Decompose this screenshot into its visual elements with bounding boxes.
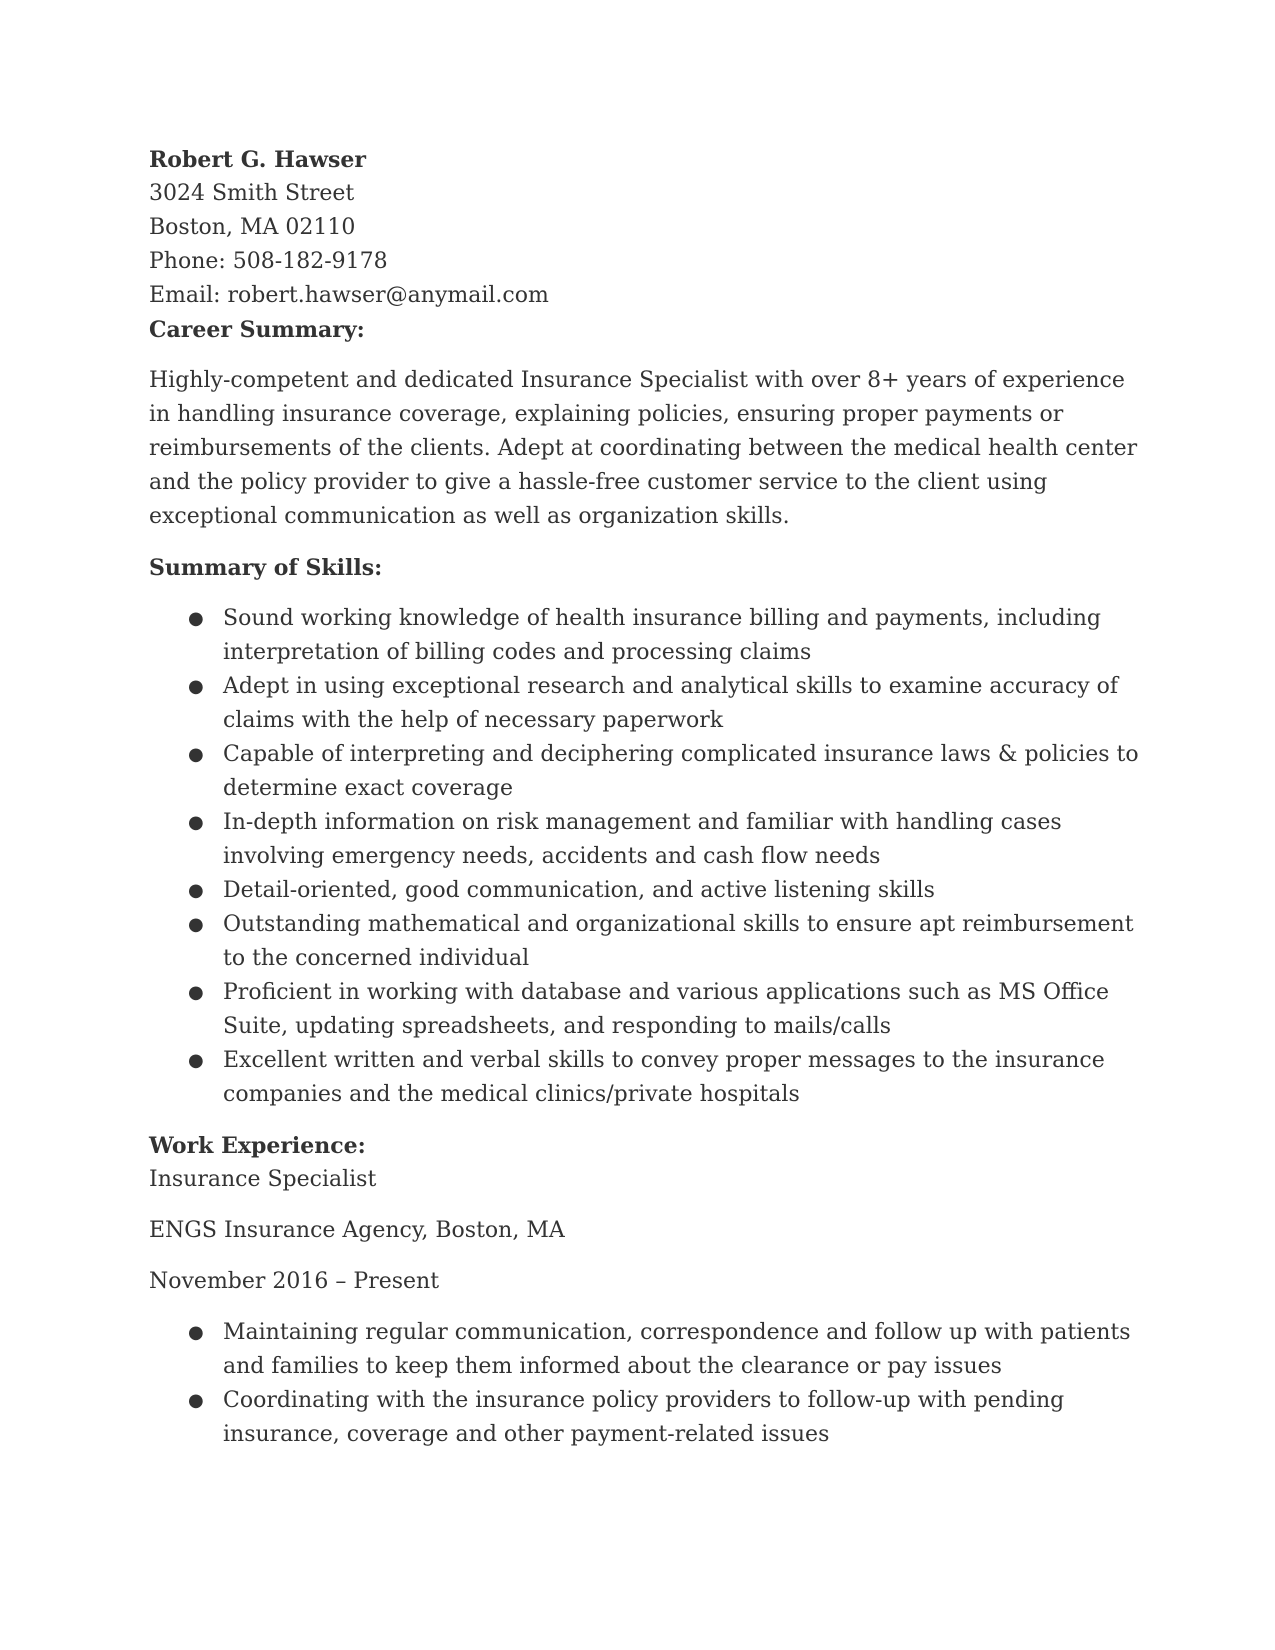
phone-number: Phone: 508-182-9178 <box>149 249 388 274</box>
work-experience-section <box>149 1129 1134 1452</box>
list-item-text: to the concerned individual <box>223 946 530 971</box>
career-summary-heading: Career Summary: <box>149 317 365 343</box>
list-item-text: companies and the medical clinics/private hospitals <box>223 1082 800 1107</box>
bullet-icon: ● <box>188 608 204 629</box>
list-item-text: Suite, updating spreadsheets, and responding to mails/calls <box>223 1014 892 1039</box>
email-address: Email: robert.hawser@anymail.com <box>149 283 549 308</box>
skill-item <box>149 1044 1134 1112</box>
list-item-text: Maintaining regular communication, correspondence and follow up with patients <box>223 1320 1131 1345</box>
list-item-text: Adept in using exceptional research and analytical skills to examine accuracy of <box>223 674 1119 699</box>
bullet-icon: ● <box>188 914 204 935</box>
career-summary-paragraph <box>149 364 1138 534</box>
skill-item <box>149 874 1134 908</box>
summary-line: Highly-competent and dedicated Insurance Specialist with over 8+ years of experience <box>149 368 1125 393</box>
bullet-icon: ● <box>188 812 204 833</box>
list-item-text: Sound working knowledge of health insurance billing and payments, including <box>223 606 1102 631</box>
contact-block <box>149 143 1134 313</box>
work-experience-heading: Work Experience: <box>149 1133 366 1159</box>
list-item-text: Excellent written and verbal skills to convey proper messages to the insurance <box>223 1048 1105 1073</box>
list-item-text: In-depth information on risk management and familiar with handling cases <box>223 810 1062 835</box>
skill-item <box>149 738 1139 806</box>
summary-line: in handling insurance coverage, explaining policies, ensuring proper payments or <box>149 402 1064 427</box>
career-summary-section <box>149 313 1138 534</box>
list-item-text: determine exact coverage <box>223 776 514 801</box>
list-item-text: interpretation of billing codes and processing claims <box>223 640 812 665</box>
resume-content <box>149 143 1139 1452</box>
skills-section <box>149 551 1139 1112</box>
candidate-name: Robert G. Hawser <box>149 147 367 173</box>
bullet-icon: ● <box>188 1390 204 1411</box>
company-name: ENGS Insurance Agency, Boston, MA <box>149 1218 565 1243</box>
summary-line: reimbursements of the clients. Adept at coordinating between the medical health center <box>149 436 1138 461</box>
skill-item <box>149 602 1134 670</box>
list-item-text: insurance, coverage and other payment-related issues <box>223 1422 830 1447</box>
skill-item <box>149 806 1134 874</box>
work-duty-item <box>149 1316 1134 1384</box>
work-duties-list <box>149 1316 1134 1452</box>
bullet-icon: ● <box>188 1050 204 1071</box>
list-item-text: Detail-oriented, good communication, and active listening skills <box>223 878 935 903</box>
bullet-icon: ● <box>188 1322 204 1343</box>
city-state-zip: Boston, MA 02110 <box>149 215 356 240</box>
employment-dates: November 2016 – Present <box>149 1269 440 1294</box>
job-title: Insurance Specialist <box>149 1167 377 1192</box>
street-address: 3024 Smith Street <box>149 181 355 206</box>
skill-item <box>149 976 1134 1044</box>
skills-list <box>149 602 1139 1112</box>
bullet-icon: ● <box>188 982 204 1003</box>
bullet-icon: ● <box>188 880 204 901</box>
list-item-text: Capable of interpreting and deciphering complicated insurance laws & policies to <box>223 742 1139 767</box>
list-item-text: Proficient in working with database and various applications such as MS Office <box>223 980 1110 1005</box>
work-duty-item <box>149 1384 1134 1452</box>
list-item-text: claims with the help of necessary paperwork <box>223 708 724 733</box>
bullet-icon: ● <box>188 676 204 697</box>
summary-line: and the policy provider to give a hassle-free customer service to the client using <box>149 470 1048 495</box>
list-item-text: Outstanding mathematical and organizational skills to ensure apt reimbursement <box>223 912 1134 937</box>
skills-heading: Summary of Skills: <box>149 555 383 581</box>
bullet-icon: ● <box>188 744 204 765</box>
skill-item <box>149 670 1134 738</box>
skill-item <box>149 908 1134 976</box>
list-item-text: and families to keep them informed about the clearance or pay issues <box>223 1354 1002 1379</box>
list-item-text: Coordinating with the insurance policy providers to follow-up with pending <box>223 1388 1065 1413</box>
summary-line: exceptional communication as well as organization skills. <box>149 504 790 529</box>
list-item-text: involving emergency needs, accidents and cash flow needs <box>223 844 881 869</box>
